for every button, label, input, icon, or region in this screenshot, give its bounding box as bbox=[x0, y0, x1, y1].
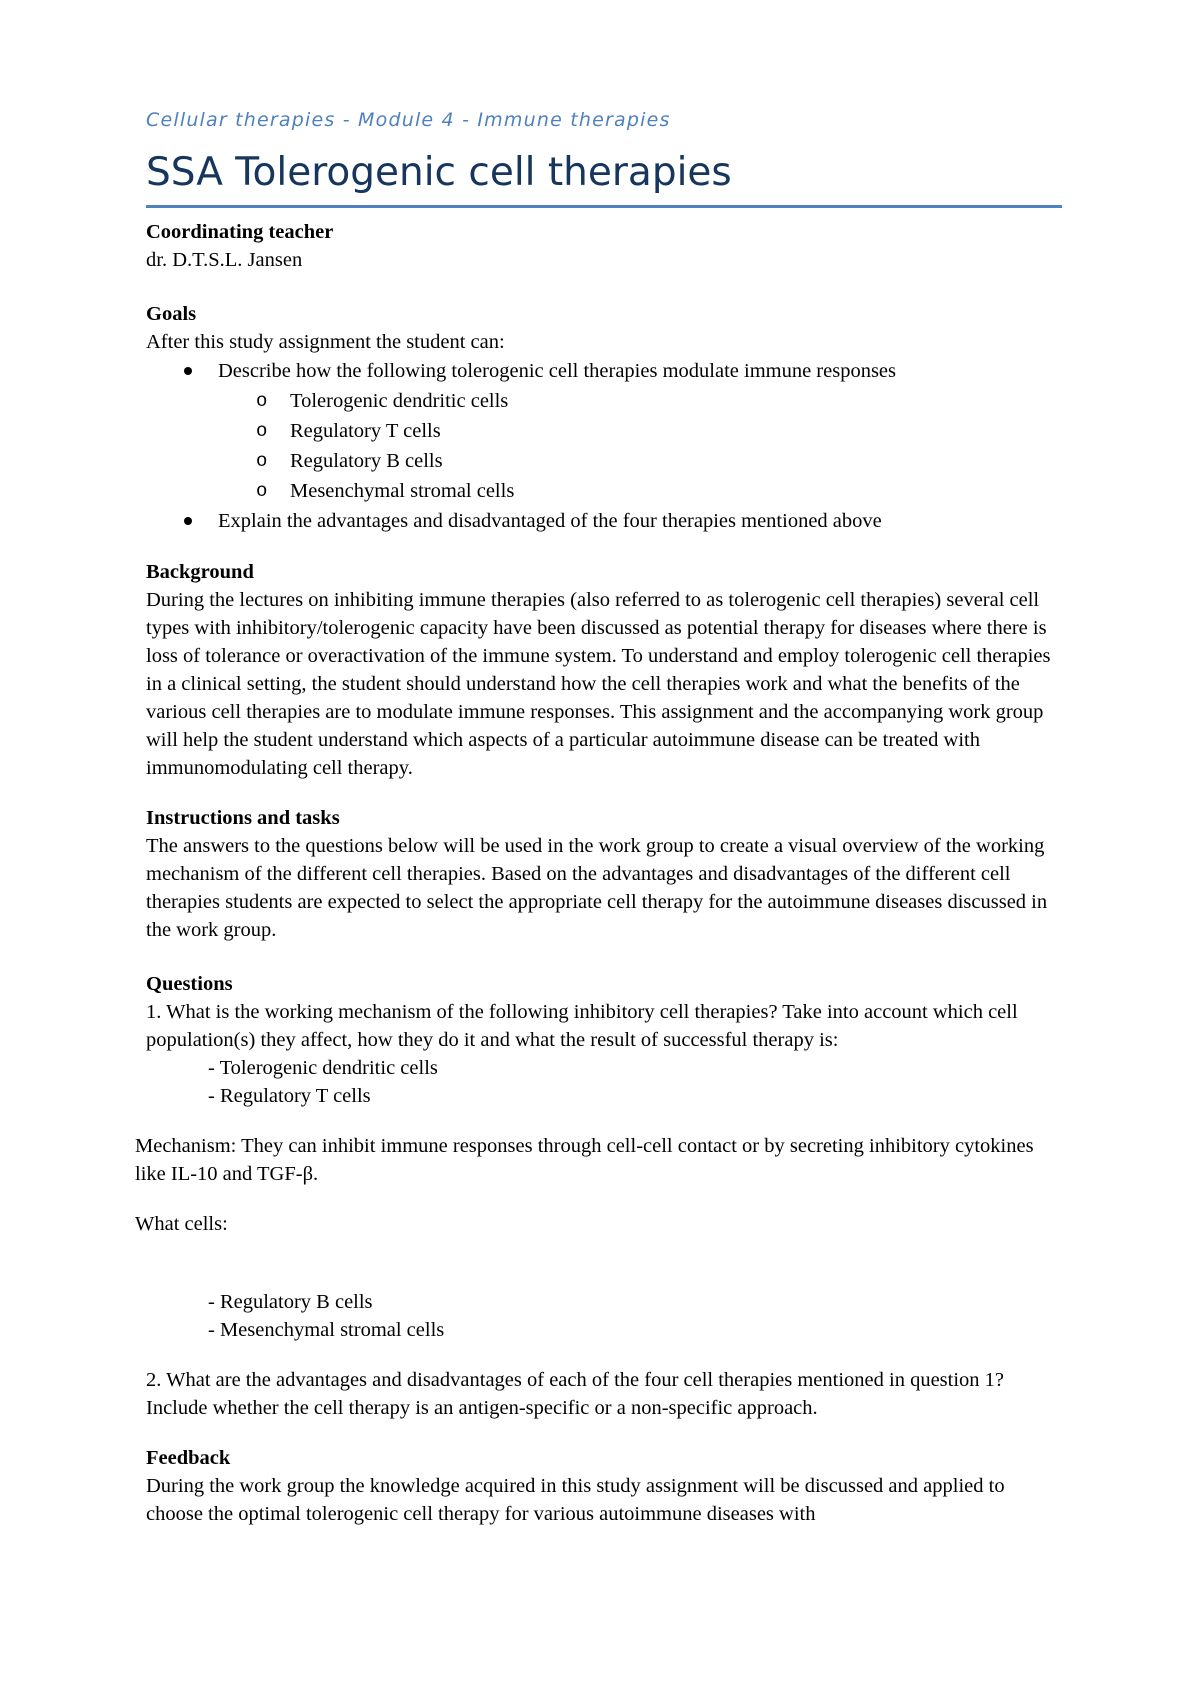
goals-sublist bbox=[146, 386, 1066, 506]
goals-sublist-wrapper bbox=[146, 386, 1066, 506]
goals-heading: Goals bbox=[146, 303, 197, 325]
goals-subitem-text: Tolerogenic dendritic cells bbox=[290, 390, 509, 412]
goals-subitem-text: Mesenchymal stromal cells bbox=[290, 480, 515, 502]
bullet-icon bbox=[184, 517, 192, 525]
coordinating-teacher-heading: Coordinating teacher bbox=[146, 221, 334, 243]
questions-heading: Questions bbox=[146, 973, 233, 995]
instructions-text: The answers to the questions below will be used in the work group to create a visual overview of the working mechanism of the different cell therapies. Based on the advantages and disadvantages of the different cell therapies students are expected to select the appropriate cell therapy for the autoimmune diseases discussed in the work group. bbox=[146, 835, 1048, 941]
goals-bullet-text: Describe how the following tolerogenic cell therapies modulate immune responses bbox=[218, 360, 897, 382]
question-1-text: 1. What is the working mechanism of the following inhibitory cell therapies? Take into account which cell population(s) they affect, how they do it and what the result of successful therapy is: bbox=[146, 1001, 1018, 1051]
circle-bullet-icon: o bbox=[256, 420, 268, 442]
coordinating-teacher-name: dr. D.T.S.L. Jansen bbox=[146, 249, 303, 271]
circle-bullet-icon: o bbox=[256, 450, 268, 472]
goals-subitem bbox=[146, 446, 1066, 476]
goals-subitem bbox=[146, 476, 1066, 506]
question-1-item: - Tolerogenic dendritic cells bbox=[208, 1057, 438, 1079]
document-title: SSA Tolerogenic cell therapies bbox=[146, 150, 732, 195]
feedback-heading: Feedback bbox=[146, 1447, 231, 1469]
question-2-text: 2. What are the advantages and disadvantages of each of the four cell therapies mentioned in question 1? Include whether the cell therapy is an antigen-specific or a non-specific approach. bbox=[146, 1369, 1005, 1419]
goals-subitem-text: Regulatory B cells bbox=[290, 450, 443, 472]
mechanism-answer: Mechanism: They can inhibit immune responses through cell-cell contact or by secreting inhibitory cytokines like IL-10 and TGF-β. bbox=[135, 1135, 1034, 1185]
goals-subitem bbox=[146, 386, 1066, 416]
goals-bullet-describe bbox=[146, 356, 1066, 386]
circle-bullet-icon: o bbox=[256, 480, 268, 502]
question-1-item: - Mesenchymal stromal cells bbox=[208, 1319, 445, 1341]
question-1-item: - Regulatory B cells bbox=[208, 1291, 373, 1313]
goals-bullet-text: Explain the advantages and disadvantaged of the four therapies mentioned above bbox=[218, 510, 882, 532]
circle-bullet-icon: o bbox=[256, 390, 268, 412]
what-cells-label: What cells: bbox=[135, 1213, 228, 1235]
background-heading: Background bbox=[146, 561, 254, 583]
background-text: During the lectures on inhibiting immune therapies (also referred to as tolerogenic cell therapies) several cell types with inhibitory/tolerogenic capacity have been discussed as potential therapy for diseases where there is loss of tolerance or overactivation of the immune system. To understand and employ tolerogenic cell therapies in a clinical setting, the student should understand how the cell therapies work and what the benefits of the various cell therapies are to modulate immune responses. This assignment and the accompanying work group will help the student understand which aspects of a particular autoimmune disease can be treated with immunomodulating cell therapy. bbox=[146, 589, 1051, 779]
instructions-heading: Instructions and tasks bbox=[146, 807, 340, 829]
document-content bbox=[135, 104, 1066, 1528]
goals-intro: After this study assignment the student can: bbox=[146, 331, 505, 353]
goals-bullet-explain bbox=[146, 506, 1066, 536]
goals-list bbox=[146, 356, 1066, 536]
goals-subitem bbox=[146, 416, 1066, 446]
feedback-text: During the work group the knowledge acquired in this study assignment will be discussed and applied to choose the optimal tolerogenic cell therapy for various autoimmune diseases with bbox=[146, 1475, 1005, 1525]
document-subtitle: Cellular therapies - Module 4 - Immune therapies bbox=[146, 109, 671, 131]
question-1-item: - Regulatory T cells bbox=[208, 1085, 371, 1107]
bullet-icon bbox=[184, 367, 192, 375]
goals-subitem-text: Regulatory T cells bbox=[290, 420, 441, 442]
